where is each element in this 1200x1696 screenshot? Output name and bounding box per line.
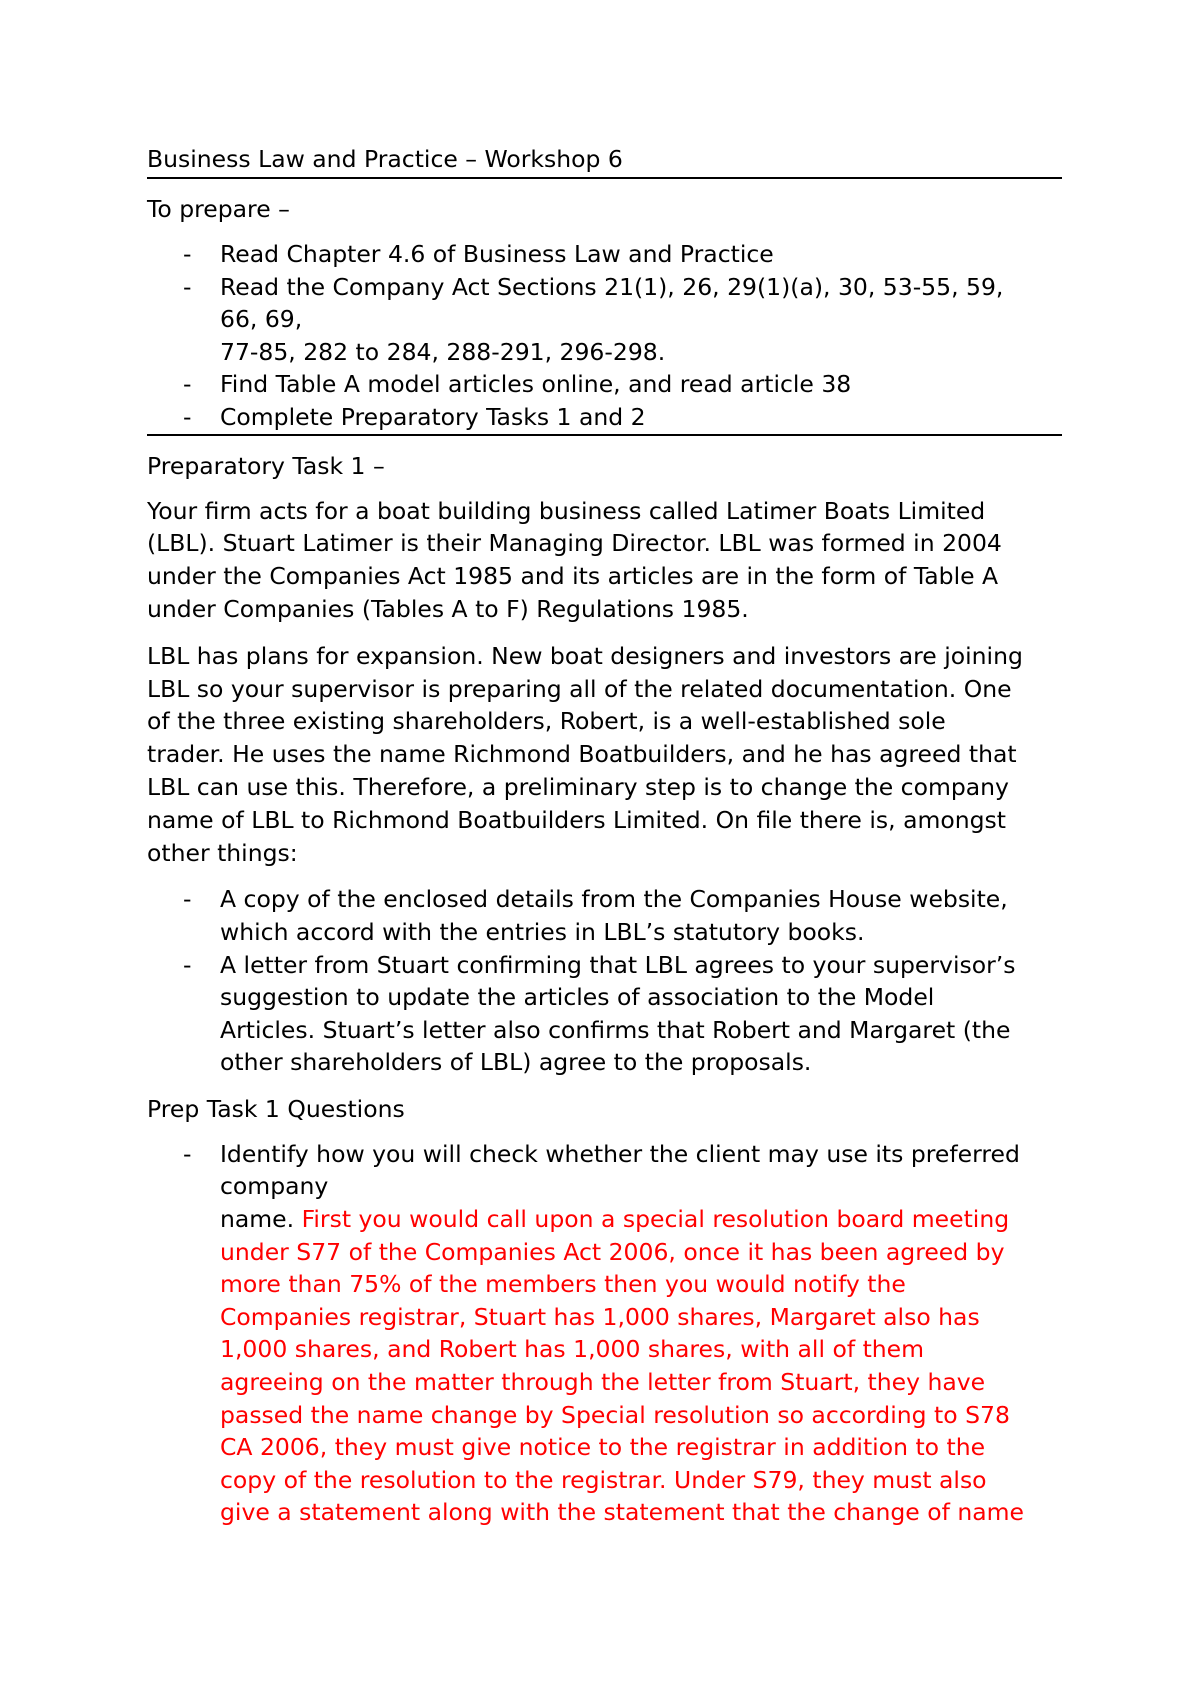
list-item-text: 66, 69, [220, 305, 303, 334]
prepare-heading: To prepare – [147, 195, 290, 223]
task1-heading: Preparatory Task 1 – [147, 451, 385, 480]
question-text: Identify how you will check whether the client may use its preferred [220, 1139, 1020, 1168]
list-item-text: Read Chapter 4.6 of Business Law and Practice [220, 240, 774, 268]
questions-list [147, 1138, 1062, 1529]
questions-heading: Prep Task 1 Questions [147, 1094, 405, 1123]
dash-bullet: - [183, 402, 192, 431]
dash-bullet: - [183, 370, 192, 399]
list-item-text: Find Table A model articles online, and read article 38 [220, 370, 852, 399]
dash-bullet: - [183, 272, 192, 301]
answer-text: agreeing on the matter through the letter from Stuart, they have [220, 1368, 986, 1397]
question-text: company [220, 1172, 329, 1201]
file-list [147, 883, 1062, 1079]
answer-text: 1,000 shares, and Robert has 1,000 shares, with all of them [220, 1335, 925, 1364]
list-item [147, 1138, 1062, 1529]
question-answer-line [220, 1203, 1062, 1236]
answer-text: give a statement along with the statement that the change of name [220, 1498, 1024, 1527]
answer-text: CA 2006, they must give notice to the registrar in addition to the [220, 1433, 986, 1462]
document-page [147, 143, 1062, 1529]
list-item-text: 77-85, 282 to 284, 288-291, 296-298. [220, 337, 666, 366]
answer-text: First you would call upon a special resolution board meeting [294, 1205, 1010, 1234]
list-item: - A copy of the enclosed details from the Companies House website, which accord with the entries in LBL’s statutory books. [183, 885, 1008, 946]
dash-bullet: - [183, 950, 192, 979]
question-text: name. [220, 1205, 295, 1234]
answer-text: Companies registrar, Stuart has 1,000 shares, Margaret also has [220, 1302, 980, 1331]
list-item [147, 271, 1062, 369]
answer-text: passed the name change by Special resolution so according to S78 [220, 1400, 1010, 1429]
dash-bullet: - [183, 1139, 192, 1168]
list-item: - A letter from Stuart confirming that LBL agrees to your supervisor’s suggestion to update the articles of association to the Model Articles. Stuart’s letter also confirms that Robert and Margaret (the other shareholders of LBL) agree to the proposals. [183, 950, 1016, 1077]
answer-text: under S77 of the Companies Act 2006, once it has been agreed by [220, 1237, 1005, 1266]
answer-text: copy of the resolution to the registrar. Under S79, they must also [220, 1465, 987, 1494]
task1-paragraph: LBL has plans for expansion. New boat designers and investors are joining LBL so your supervisor is preparing all of the related documentation. One of the three existing shareholders, Robert, is a well-established sole trader. He uses the name Richmond Boatbuilders, and he has agreed that LBL can use this. Therefore, a preliminary step is to change the company name of LBL to Richmond Boatbuilders Limited. On file there is, amongst other things: [147, 641, 1023, 867]
answer-text: more than 75% of the members then you would notify the [220, 1270, 906, 1299]
list-item-text: Read the Company Act Sections 21(1), 26, 29(1)(a), 30, 53-55, 59, [220, 272, 1004, 301]
prepare-list [147, 238, 1062, 434]
dash-bullet: - [183, 885, 192, 914]
list-item [147, 368, 1062, 401]
list-item [147, 401, 1062, 434]
list-item [147, 238, 1062, 271]
document-title: Business Law and Practice – Workshop 6 [147, 145, 623, 173]
dash-bullet: - [183, 240, 192, 268]
task1-paragraph: Your firm acts for a boat building business called Latimer Boats Limited (LBL). Stuart Latimer is their Managing Director. LBL was formed in 2004 under the Companies Act 1985 and its articles are in the form of Table A under Companies (Tables A to F) Regulations 1985. [147, 496, 1002, 623]
list-item-text: Complete Preparatory Tasks 1 and 2 [220, 402, 646, 431]
